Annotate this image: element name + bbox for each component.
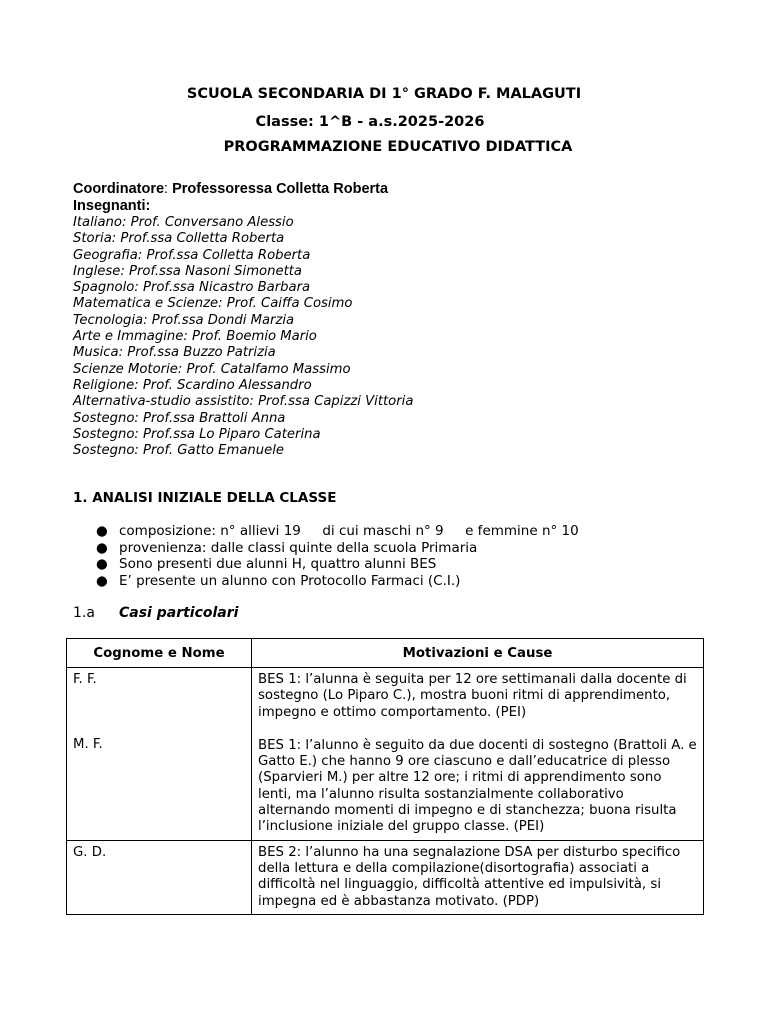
- reason-cell: [252, 840, 704, 914]
- bullet-icon: ●: [96, 572, 108, 589]
- bullet-icon: ●: [96, 523, 108, 539]
- teacher-item: Sostegno: Prof.ssa Brattoli Anna: [73, 410, 286, 426]
- teacher-item: Spagnolo: Prof.ssa Nicastro Barbara: [73, 280, 311, 296]
- bullet-item: [96, 573, 579, 590]
- teacher-item: Alternativa-studio assistito: Prof.ssa Capizzi Vittoria: [73, 394, 414, 410]
- teacher-item: Religione: Prof. Scardino Alessandro: [73, 377, 312, 393]
- bullet-text: E’ presente un alunno con Protocollo Farmaci (C.I.): [119, 572, 461, 589]
- table-header-row: [67, 639, 704, 668]
- teacher-item: Matematica e Scienze: Prof. Caiffa Cosimo: [73, 296, 353, 312]
- coordinator-label: Coordinatore: [73, 181, 165, 197]
- bullet-item: [96, 523, 579, 540]
- document-title: PROGRAMMAZIONE EDUCATIVO DIDATTICA: [223, 139, 573, 155]
- bullet-item: [96, 540, 579, 557]
- teacher-item: Tecnologia: Prof.ssa Dondi Marzia: [73, 312, 295, 328]
- teacher-item: Arte e Immagine: Prof. Boemio Mario: [73, 329, 317, 345]
- table-row: [67, 840, 704, 914]
- teacher-item: Inglese: Prof.ssa Nasoni Simonetta: [73, 263, 303, 279]
- student-name: F. F.: [73, 672, 97, 687]
- subsection-number: 1.a: [73, 605, 95, 621]
- coordinator-line: Coordinatore: Professoressa Colletta Roberta: [73, 181, 389, 197]
- teacher-item: Sostegno: Prof. Gatto Emanuele: [73, 443, 285, 459]
- bullet-text: composizione: n° allievi 19 di cui maschi n° 9 e femmine n° 10: [119, 523, 579, 539]
- bullet-text: provenienza: dalle classi quinte della scuola Primaria: [119, 539, 478, 556]
- student-name: M. F.: [73, 737, 103, 753]
- subsection-title: Casi particolari: [119, 605, 239, 621]
- teachers-heading: Insegnanti:: [73, 198, 151, 214]
- teacher-item: Musica: Prof.ssa Buzzo Patrizia: [73, 345, 276, 361]
- bullet-item: [96, 556, 579, 573]
- subsection-heading: [73, 605, 238, 621]
- student-name: G. D.: [73, 844, 107, 860]
- teacher-item: Scienze Motorie: Prof. Catalfamo Massimo: [73, 361, 351, 377]
- reason-cell: [252, 668, 704, 841]
- section-heading: 1. ANALISI INIZIALE DELLA CLASSE: [73, 490, 337, 506]
- name-cell: [67, 840, 252, 914]
- teacher-item: Geografia: Prof.ssa Colletta Roberta: [73, 247, 311, 263]
- teacher-item: Sostegno: Prof.ssa Lo Piparo Caterina: [73, 426, 321, 442]
- reason-text: BES 1: l’alunna è seguita per 12 ore settimanali dalla docente di sostegno (Lo Piparo C.), mostra buoni ritmi di apprendimento, impegno e ottimo comportamento. (PEI): [258, 672, 687, 720]
- bullet-icon: ●: [96, 556, 108, 572]
- school-name: SCUOLA SECONDARIA DI 1° GRADO F. MALAGUTI: [186, 86, 582, 102]
- column-header-name: Cognome e Nome: [67, 639, 252, 668]
- coordinator-name: Professoressa Colletta Roberta: [172, 181, 389, 197]
- class-analysis-list: [96, 523, 579, 589]
- bullet-text: Sono presenti due alunni H, quattro alunni BES: [119, 556, 437, 572]
- teachers-list: [73, 215, 413, 459]
- reason-text: BES 1: l’alunno è seguito da due docenti di sostegno (Brattoli A. e Gatto E.) che hanno 9 ore ciascuno e dall’educatrice di plesso (Sparvieri M.) per altre 12 ore; i ritmi di apprendimento sono lenti, ma l’alunno risulta sostanzialmente collaborativo alternando momenti di impegno e di stanchezza; buona risulta l’inclusione iniziale del gruppo classe. (PEI): [258, 737, 697, 835]
- class-line: Classe: 1^B - a.s.2025-2026: [255, 114, 485, 130]
- teacher-item: Storia: Prof.ssa Colletta Roberta: [73, 231, 285, 247]
- reason-text: BES 2: l’alunno ha una segnalazione DSA per disturbo specifico della lettura e della compilazione(disortografia) associati a difficoltà nel linguaggio, difficoltà attentive ed impulsività, si impegna ed è abbastanza motivato. (PDP): [258, 844, 681, 909]
- table-row: [67, 668, 704, 841]
- cases-table: [66, 638, 704, 915]
- bullet-icon: ●: [96, 539, 108, 556]
- column-header-reasons: Motivazioni e Cause: [252, 639, 704, 668]
- teacher-item: Italiano: Prof. Conversano Alessio: [73, 215, 294, 230]
- name-cell: [67, 668, 252, 841]
